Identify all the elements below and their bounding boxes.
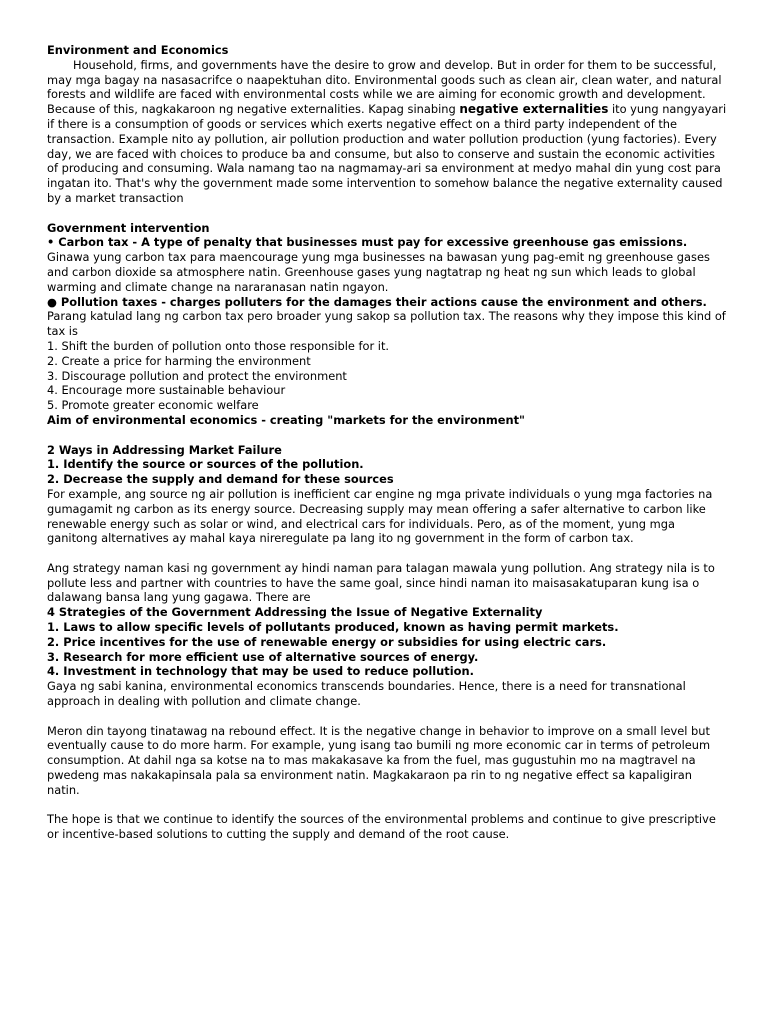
intro-paragraph [47, 58, 728, 206]
conclusion-paragraph: The hope is that we continue to identify the sources of the environmental problems and continue to give prescriptive or incentive-based solutions to cutting the supply and demand of the root cause. [47, 812, 716, 842]
pollution-tax-body: Parang katulad lang ng carbon tax pero broader yung sakop sa pollution tax. The reasons why they impose this kind of tax is [47, 309, 726, 339]
carbon-tax-heading: • Carbon tax - A type of penalty that businesses must pay for excessive greenhouse gas emissions. [47, 235, 688, 250]
intro-text-1: Household, firms, and governments have the desire to grow and develop. But in order for them to be successful, may mga bagay na nasasacrifce o naapektuhan dito. Environmental goods such as clean air, clean water, and natural forests and wildlife are faced with environmental costs while we are aiming for economic growth and development. Because of this, nagkakaroon ng negative externalities. Kapag sinabing [47, 57, 722, 117]
strategy-body: Ang strategy naman kasi ng government ay hindi naman para talagan mawala yung pollution. Ang strategy nila is to pollute less and partner with countries to have the same goal, since hindi naman ito maisasakatuparan kung isa o dalawang bansa lang yung gagawa. There are [47, 560, 715, 605]
aim-heading: Aim of environmental economics - creating "markets for the environment" [47, 412, 525, 427]
strategy-item: 1. Laws to allow specific levels of pollutants produced, known as having permit markets. [47, 620, 619, 635]
ways-item: 2. Decrease the supply and demand for these sources [47, 472, 394, 487]
strategy-item: 4. Investment in technology that may be used to reduce pollution. [47, 664, 474, 679]
reason-item: 5. Promote greater economic welfare [47, 398, 259, 413]
ways-item: 1. Identify the source or sources of the pollution. [47, 457, 364, 472]
pollution-tax-heading: ● Pollution taxes - charges polluters for the damages their actions cause the environment and others. [47, 294, 707, 309]
strategy-item: 3. Research for more efficient use of alternative sources of energy. [47, 649, 479, 664]
gov-heading: Government intervention [47, 220, 210, 235]
reason-item: 1. Shift the burden of pollution onto those responsible for it. [47, 338, 390, 353]
carbon-tax-body: Ginawa yung carbon tax para maencourage yung mga businesses na bawasan yung pag-emit ng greenhouse gases and carbon dioxide sa atmosphere natin. Greenhouse gases yung nagtatrap ng heat ng sun which leads to global warming and climate change na nararanasan natin ngayon. [47, 250, 710, 294]
ways-body: For example, ang source ng air pollution is inefficient car engine ng mga private individuals o yung mga factories na gumagamit ng carbon as its energy source. Decreasing supply may mean offering a safer alternative to carbon like renewable energy such as solar or wind, and electrical cars for individuals. Pero, as of the moment, yung mga ganitong alternatives ay mahal kaya nireregulate pa lang ito ng government in the form of carbon tax. [47, 486, 713, 546]
rebound-paragraph: Meron din tayong tinatawag na rebound effect. It is the negative change in behavior to improve on a small level but eventually cause to do more harm. For example, yung isang tao bumili ng more economic car in terms of petroleum consumption. At dahil nga sa kotse na to mas makakasave ka from the fuel, mas gugustuhin mo na magtravel na pwedeng mas nakakapinsala pala sa environment natin. Magkakaraon pa rin to ng negative effect sa kapaligiran natin. [47, 723, 711, 797]
strategy-after: Gaya ng sabi kanina, environmental economics transcends boundaries. Hence, there is a need for transnational approach in dealing with pollution and climate change. [47, 679, 686, 709]
page-title: Environment and Economics [47, 43, 229, 57]
reason-item: 4. Encourage more sustainable behaviour [47, 383, 286, 398]
ways-heading: 2 Ways in Addressing Market Failure [47, 442, 282, 457]
strategy-item: 2. Price incentives for the use of renewable energy or subsidies for using electric cars. [47, 634, 607, 649]
intro-bold-term: negative externalities [459, 102, 609, 117]
reason-item: 2. Create a price for harming the environment [47, 353, 311, 368]
reason-item: 3. Discourage pollution and protect the environment [47, 368, 347, 383]
strategy-heading: 4 Strategies of the Government Addressing the Issue of Negative Externality [47, 605, 543, 620]
intro-text-2: ito yung nangyayari if there is a consumption of goods or services which exerts negative effect on a third party independent of the transaction. Example nito ay pollution, air pollution production and water pollution production (yung factories). Every day, we are faced with choices to produce ba and consume, but also to conserve and sustain the economic activities of producing and consuming. Wala namang tao na nagmamay-ari sa environment at medyo mahal din yung cost para ingatan ito. That's why the government made some intervention to somehow balance the negative externality caused by a market transaction [47, 102, 727, 205]
